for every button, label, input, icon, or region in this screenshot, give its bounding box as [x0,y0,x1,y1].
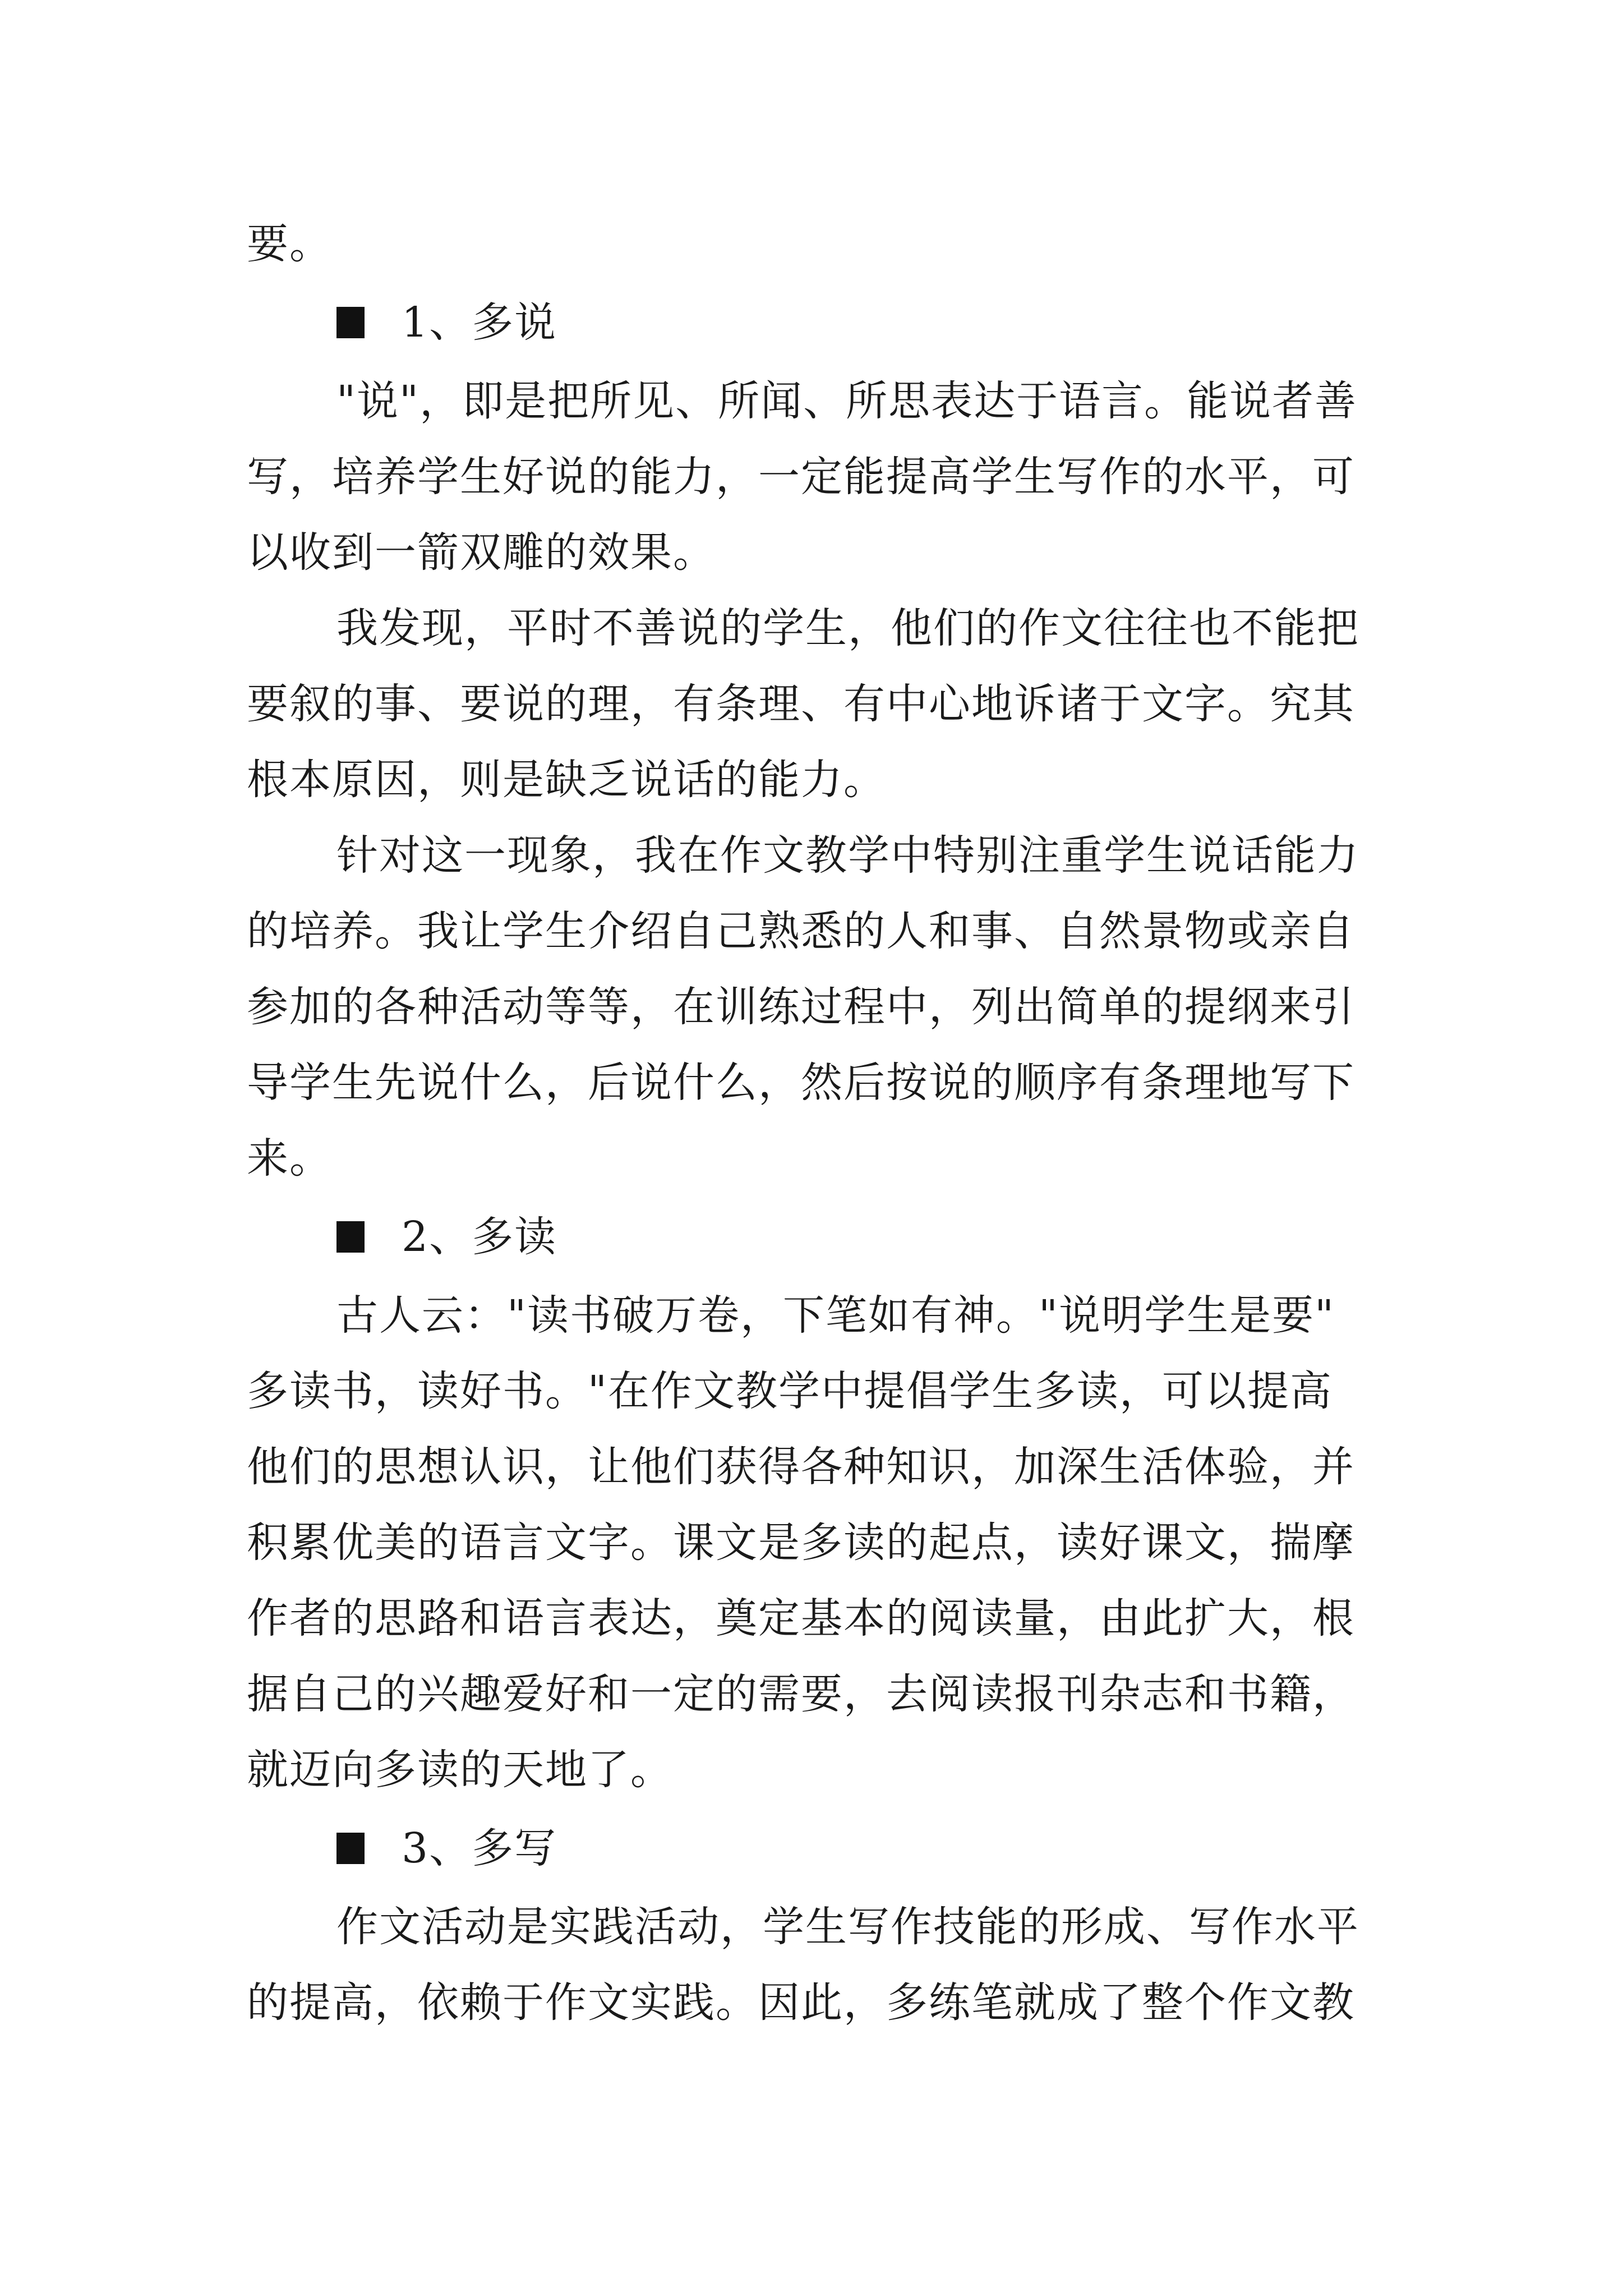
paragraph-line: 的提高，依赖于作文实践。因此，多练笔就成了整个作文教 [247,1978,1355,2027]
paragraph-line: 来。 [247,1134,332,1182]
section-heading-text: 2、多读 [402,1213,557,1261]
section-heading-text: 1、多说 [402,298,557,347]
paragraph-line: 我发现，平时不善说的学生，他们的作文往往也不能把 [336,604,1359,652]
paragraph-line: 以收到一箭双雕的效果。 [247,528,716,577]
section-heading-speak [336,295,1492,351]
black-square-bullet-icon [336,1221,365,1253]
paragraph-line: 要叙的事、要说的理，有条理、有中心地诉诸于文字。究其 [247,680,1355,728]
paragraph-line: "说"，即是把所见、所闻、所思表达于语言。能说者善 [336,377,1358,425]
paragraph-line: 根本原因，则是缺乏说话的能力。 [247,756,886,804]
section-heading-text: 3、多写 [402,1824,557,1872]
paragraph-line: 导学生先说什么，后说什么，然后按说的顺序有条理地写下 [247,1059,1355,1107]
paragraph-line: 多读书，读好书。"在作文教学中提倡学生多读，可以提高 [247,1367,1333,1415]
black-square-bullet-icon [336,307,365,338]
paragraph-line: 积累优美的语言文字。课文是多读的起点，读好课文，揣摩 [247,1519,1355,1567]
paragraph-line: 作文活动是实践活动，学生写作技能的形成、写作水平 [336,1903,1359,1951]
paragraph-line: 的培养。我让学生介绍自己熟悉的人和事、自然景物或亲自 [247,907,1355,955]
paragraph-line: 写，培养学生好说的能力，一定能提高学生写作的水平，可 [247,453,1355,501]
paragraph-line: 古人云："读书破万卷，下笔如有神。"说明学生是要" [336,1291,1335,1340]
paragraph-line: 就迈向多读的天地了。 [247,1746,673,1794]
paragraph-line: 针对这一现象，我在作文教学中特别注重学生说话能力 [336,831,1359,880]
paragraph-line: 要。 [247,220,332,268]
section-heading-read [336,1209,1492,1265]
paragraph-line: 作者的思路和语言表达，奠定基本的阅读量，由此扩大，根 [247,1594,1355,1642]
paragraph-line: 据自己的兴趣爱好和一定的需要，去阅读报刊杂志和书籍， [247,1670,1355,1718]
section-heading-write [336,1820,1492,1876]
black-square-bullet-icon [336,1833,365,1864]
paragraph-line: 他们的思想认识，让他们获得各种知识，加深生活体验，并 [247,1443,1355,1491]
paragraph-line: 参加的各种活动等等，在训练过程中，列出简单的提纲来引 [247,983,1355,1031]
